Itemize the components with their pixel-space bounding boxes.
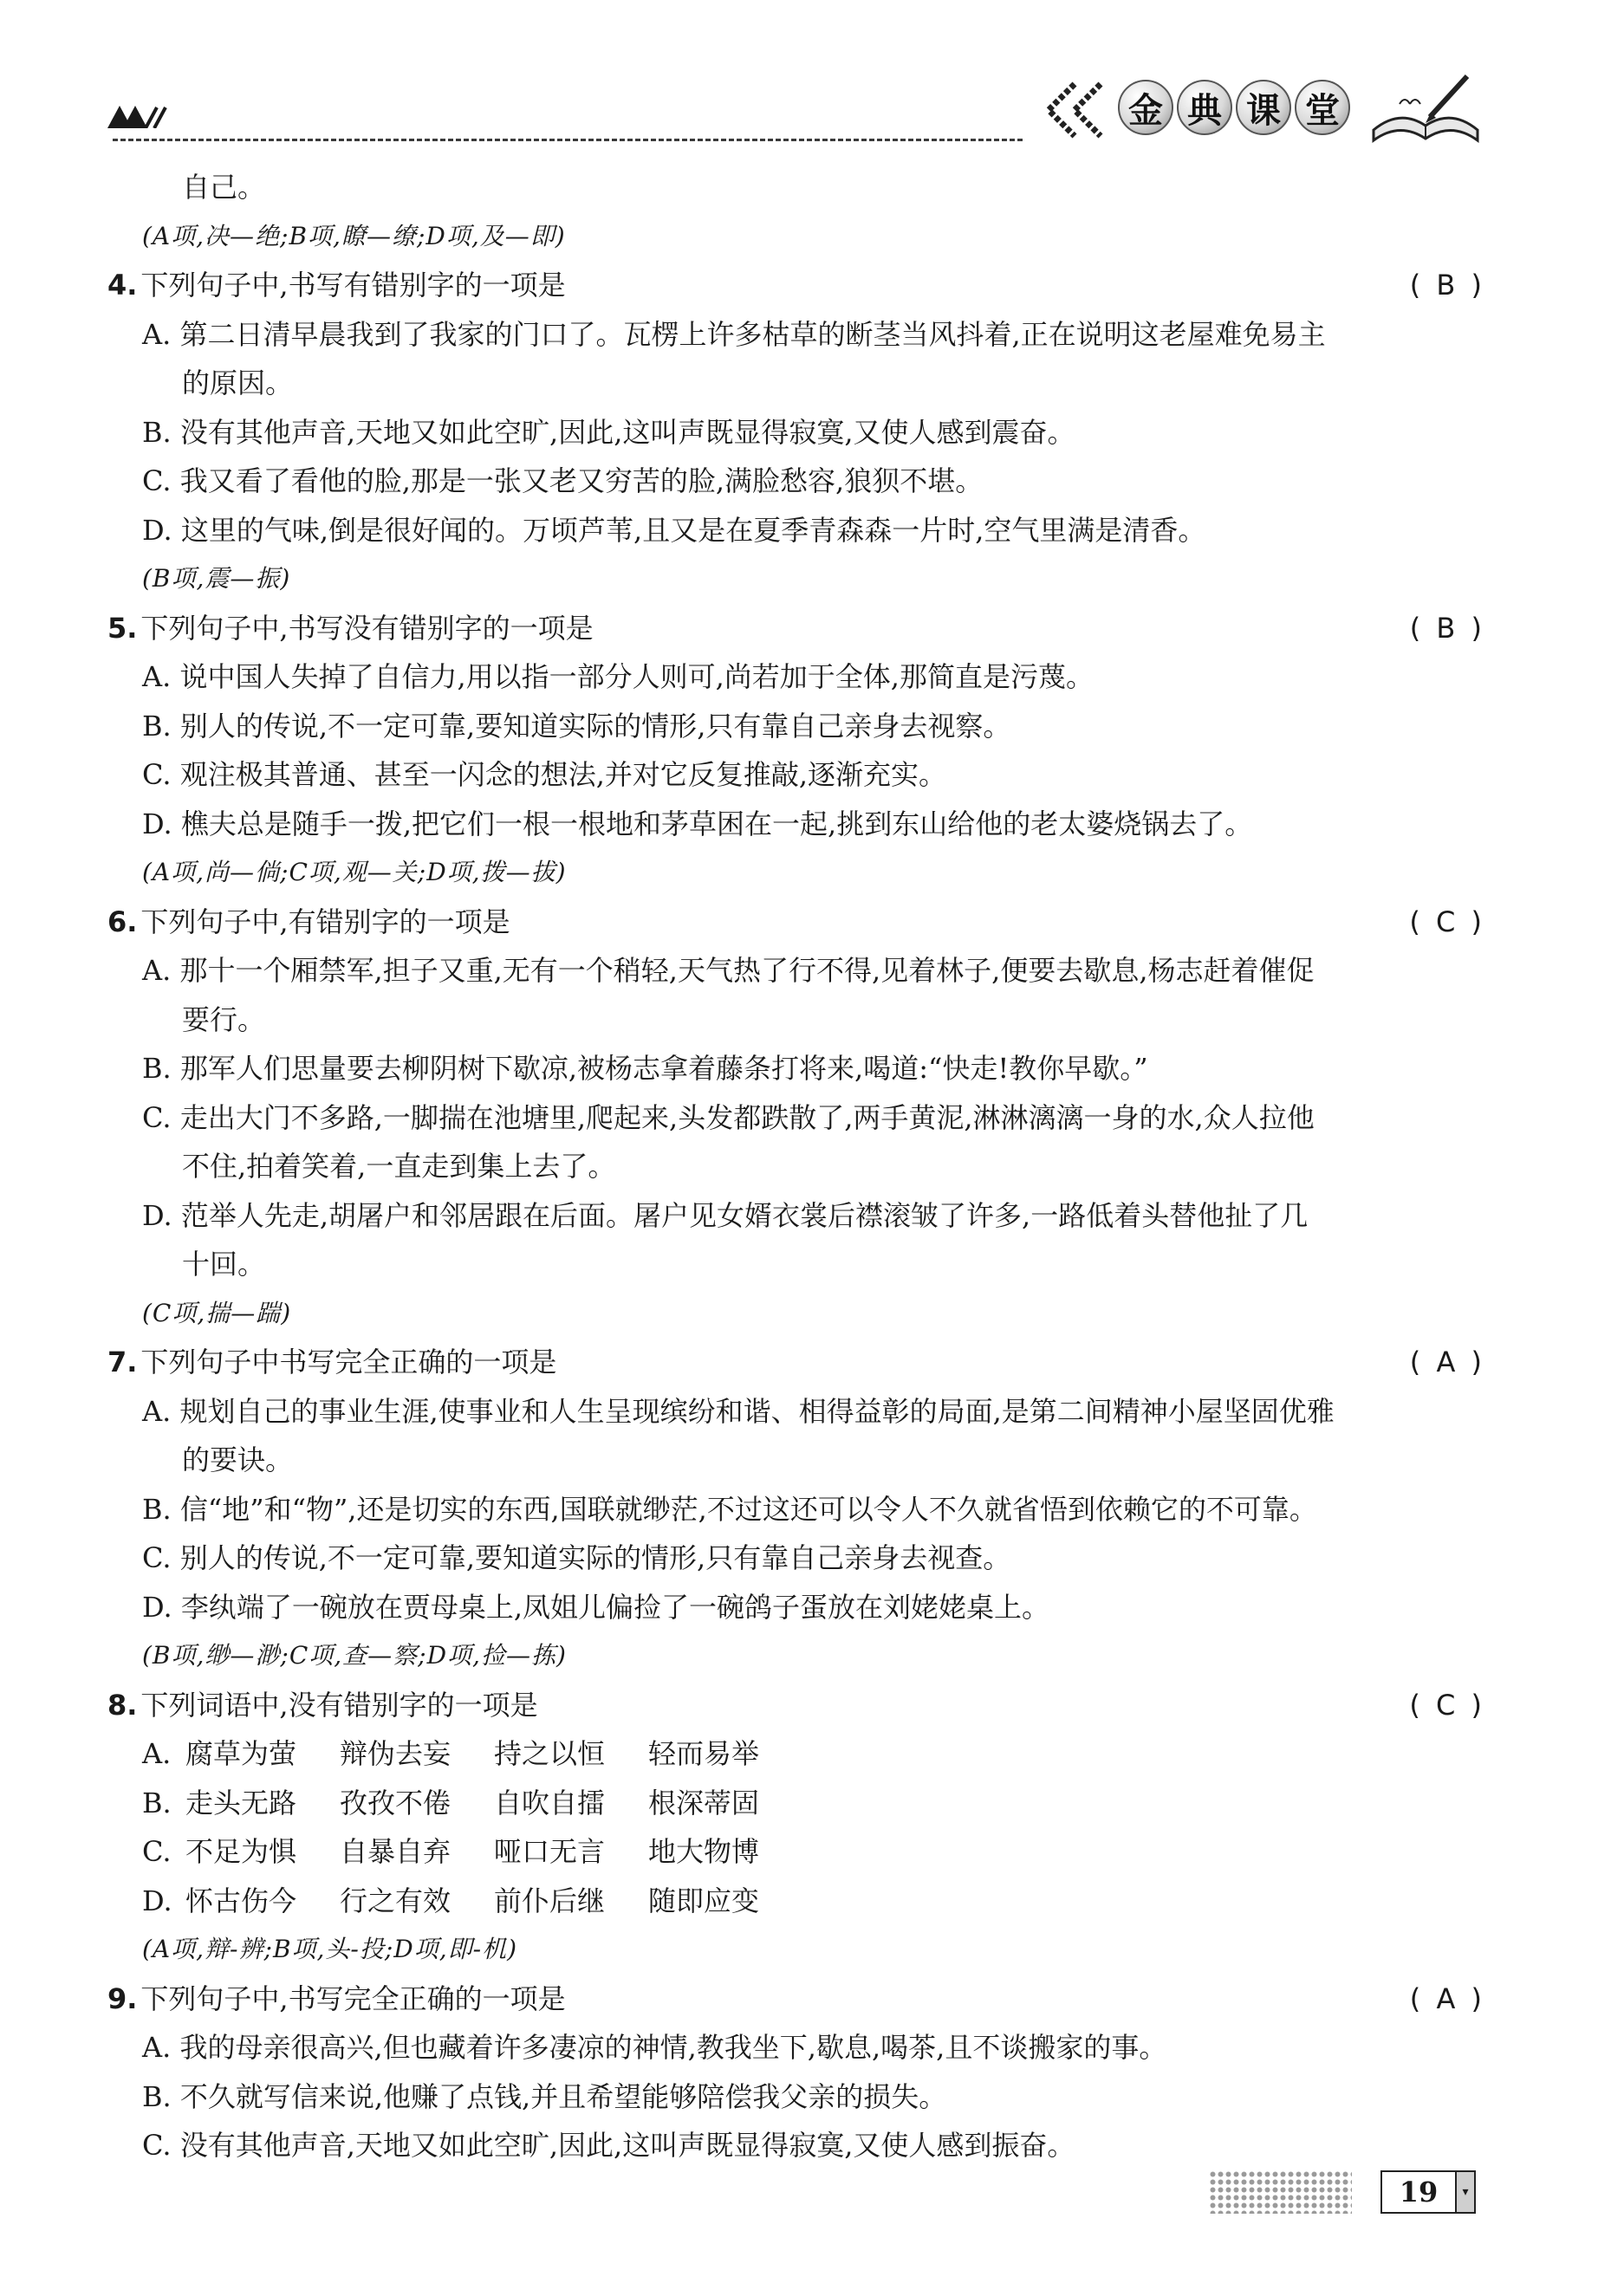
question-stem xyxy=(107,898,1485,947)
brand-char: 课 xyxy=(1236,80,1291,135)
answer-note: (A项,尚—倘;C项,观—关;D项,拨—拔) xyxy=(142,858,567,886)
question-number: 9. xyxy=(107,1981,138,2015)
term: 自暴自弃 xyxy=(340,1835,451,1868)
term-row xyxy=(107,1729,1485,1779)
option-text: A. 那十一个厢禁军,担子又重,无有一个稍轻,天气热了行不得,见着林子,便要去歇息,杨志赶着催促 xyxy=(142,954,1315,987)
answer-note: (C项,揣—踹) xyxy=(142,1298,292,1327)
option-text: B. 不久就写信来说,他赚了点钱,并且希望能够陪偿我父亲的损失。 xyxy=(142,2079,947,2113)
term: 走头无路 xyxy=(185,1786,297,1819)
question-number: 6. xyxy=(107,905,138,938)
question-text: 下列句子中,书写没有错别字的一项是 xyxy=(140,611,594,645)
answer-note: (B项,震—振) xyxy=(142,564,291,593)
option-continuation: 不住,拍着笑着,一直走到集上去了。 xyxy=(182,1150,616,1183)
triangles-mark-icon xyxy=(107,102,168,128)
term-row xyxy=(107,1827,1485,1877)
page-tab-icon: ▾ xyxy=(1455,2172,1474,2212)
page-content xyxy=(107,163,1485,2170)
option-continuation: 要行。 xyxy=(182,1002,266,1036)
option-label: C. xyxy=(142,1835,172,1868)
option-label: A. xyxy=(142,1737,172,1770)
answer-note: (B项,缈—渺;C项,查—察;D项,捡—拣) xyxy=(142,1641,567,1670)
option-continuation: 的要诀。 xyxy=(182,1443,294,1476)
option-text: C. 别人的传说,不一定可靠,要知道实际的情形,只有靠自己亲身去视查。 xyxy=(142,1541,1011,1574)
question-stem xyxy=(107,1681,1485,1730)
option-text: D. 李纨端了一碗放在贾母桌上,凤姐儿偏捡了一碗鸽子蛋放在刘姥姥桌上。 xyxy=(142,1590,1050,1624)
question-stem xyxy=(107,1338,1485,1387)
term: 持之以恒 xyxy=(494,1737,606,1770)
question-number: 8. xyxy=(107,1688,138,1722)
question-number: 7. xyxy=(107,1346,138,1378)
page-number: 19 xyxy=(1399,2176,1439,2208)
brand-char: 典 xyxy=(1177,80,1232,135)
term: 不足为惧 xyxy=(185,1835,297,1868)
term: 地大物博 xyxy=(648,1835,760,1868)
question-text: 下列词语中,没有错别字的一项是 xyxy=(140,1688,538,1722)
term: 腐草为萤 xyxy=(185,1737,297,1770)
question-text: 下列句子中,书写完全正确的一项是 xyxy=(140,1981,566,2015)
question-text: 下列句子中,有错别字的一项是 xyxy=(140,905,510,938)
answer-choice: ( C ) xyxy=(1409,905,1485,938)
answer-choice: ( C ) xyxy=(1409,1688,1485,1722)
answer-note: (A项,决—绝;B项,瞭—缭;D项,及—即) xyxy=(142,221,566,250)
option-text: A. 说中国人失掉了自信力,用以指一部分人则可,尚若加于全体,那简直是污蔑。 xyxy=(142,660,1094,693)
term: 哑口无言 xyxy=(494,1835,606,1868)
open-book-pen-icon xyxy=(1365,69,1486,147)
option-text: A. 我的母亲很高兴,但也藏着许多凄凉的神情,教我坐下,歇息,喝茶,且不谈搬家的事。 xyxy=(142,2031,1167,2064)
option-text: B. 信“地”和“物”,还是切实的东西,国联就缈茫,不过这还可以令人不久就省悟到依赖它的不可靠。 xyxy=(142,1492,1317,1526)
question-stem xyxy=(107,1975,1485,2024)
option-text: C. 没有其他声音,天地又如此空旷,因此,这叫声既显得寂寞,又使人感到振奋。 xyxy=(142,2129,1075,2162)
answer-choice: ( A ) xyxy=(1409,1981,1485,2015)
term: 行之有效 xyxy=(340,1884,451,1917)
term: 怀古伤今 xyxy=(185,1884,297,1917)
page-header xyxy=(0,0,1624,173)
term: 自吹自擂 xyxy=(494,1786,606,1819)
term: 孜孜不倦 xyxy=(340,1786,451,1819)
term: 辩伪去妄 xyxy=(340,1737,451,1770)
option-continuation: 十回。 xyxy=(182,1248,266,1281)
question-number: 5. xyxy=(107,611,138,645)
option-text: B. 那军人们思量要去柳阴树下歇凉,被杨志拿着藤条打将来,喝道:“快走!教你早歇。” xyxy=(142,1052,1148,1085)
brand-title xyxy=(1118,80,1350,135)
option-text: B. 别人的传说,不一定可靠,要知道实际的情形,只有靠自己亲身去视察。 xyxy=(142,709,1011,743)
option-text: D. 这里的气味,倒是很好闻的。万顷芦苇,且又是在夏季青森森一片时,空气里满是清香。 xyxy=(142,513,1206,547)
option-text: C. 观注极其普通、甚至一闪念的想法,并对它反复推敲,逐渐充实。 xyxy=(142,758,947,791)
term: 轻而易举 xyxy=(648,1737,760,1770)
option-text: A. 规划自己的事业生涯,使事业和人生呈现缤纷和谐、相得益彰的局面,是第二间精神小屋坚固优雅 xyxy=(142,1394,1335,1428)
answer-choice: ( A ) xyxy=(1409,1346,1485,1378)
option-text: B. 没有其他声音,天地又如此空旷,因此,这叫声既显得寂寞,又使人感到震奋。 xyxy=(142,415,1075,449)
decorative-dots-icon xyxy=(1209,2170,1352,2214)
brand-char: 堂 xyxy=(1295,80,1350,135)
term-row xyxy=(107,1877,1485,1926)
double-chevron-left-icon xyxy=(1036,80,1118,140)
term: 随即应变 xyxy=(648,1884,760,1917)
option-text: A. 第二日清早晨我到了我家的门口了。瓦楞上许多枯草的断茎当风抖着,正在说明这老屋难免易主 xyxy=(142,317,1326,351)
header-dashed-rule xyxy=(113,139,1023,141)
answer-choice: ( B ) xyxy=(1409,611,1485,645)
answer-note: (A项,辩-辨;B项,头-投;D项,即-机) xyxy=(142,1935,518,1963)
option-text: C. 走出大门不多路,一脚揣在池塘里,爬起来,头发都跌散了,两手黄泥,淋淋漓漓一身的水,众人拉他 xyxy=(142,1100,1315,1134)
option-label: D. xyxy=(142,1884,172,1917)
term: 前仆后继 xyxy=(494,1884,606,1917)
question-number: 4. xyxy=(107,269,138,302)
option-text: D. 樵夫总是随手一拨,把它们一根一根地和茅草困在一起,挑到东山给他的老太婆烧锅去了。 xyxy=(142,807,1253,840)
term-row xyxy=(107,1779,1485,1828)
term: 根深蒂固 xyxy=(648,1786,760,1819)
answer-choice: ( B ) xyxy=(1409,269,1485,302)
question-text: 下列句子中,书写有错别字的一项是 xyxy=(140,269,566,302)
question-text: 下列句子中书写完全正确的一项是 xyxy=(140,1346,557,1378)
option-text: C. 我又看了看他的脸,那是一张又老又穷苦的脸,满脸愁容,狼狈不堪。 xyxy=(142,464,984,497)
brand-char: 金 xyxy=(1118,80,1173,135)
question-stem xyxy=(107,261,1485,310)
page-number-box xyxy=(1380,2170,1476,2214)
option-label: B. xyxy=(142,1786,172,1819)
question-stem xyxy=(107,604,1485,653)
continuation-line: 自己。 xyxy=(182,171,266,204)
option-text: D. 范举人先走,胡屠户和邻居跟在后面。屠户见女婿衣裳后襟滚皱了许多,一路低着头替他扯了几 xyxy=(142,1198,1309,1232)
option-continuation: 的原因。 xyxy=(182,366,294,399)
